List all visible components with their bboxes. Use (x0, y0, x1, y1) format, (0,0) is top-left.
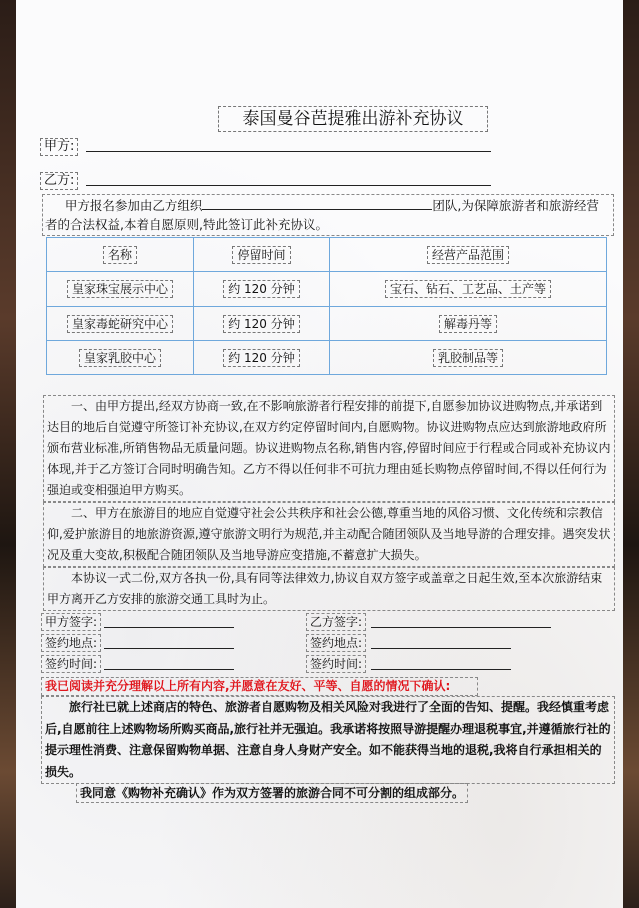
clause-two: 二、甲方在旅游目的地应自觉遵守社会公共秩序和社会公德,尊重当地的风俗习惯、文化传统和宗教信仰,爱护旅游目的地旅游资源,遵守旅游文明行为规范,并主动配合随团领队及当地导游的合理安排。遇突发状况及重大变故,积极配合随团领队及当地导游应变措施,不蓄意扩大损失。 (43, 502, 615, 567)
party-b-line[interactable] (86, 185, 491, 186)
background-right-border (623, 0, 639, 908)
table-cell: 乳胶制品等 (433, 349, 503, 367)
table-header-row (47, 238, 607, 272)
clause-three: 本协议一式二份,双方各执一份,具有同等法律效力,协议自双方签字或盖章之日起生效,至本次旅游结束甲方离开乙方安排的旅游交通工具时为止。 (43, 567, 615, 611)
table-row (47, 272, 607, 306)
party-b-place-label: 签约地点: (306, 634, 366, 652)
party-b-place-line[interactable] (371, 648, 511, 649)
document-title: 泰国曼谷芭提雅出游补充协议 (218, 106, 488, 132)
party-a-line[interactable] (86, 151, 491, 152)
party-b-label: 乙方: (40, 172, 78, 190)
table-row (47, 306, 607, 340)
party-b-sign-label: 乙方签字: (306, 613, 366, 631)
table-row (47, 340, 607, 374)
shopping-disclosure: 旅行社已就上述商店的特色、旅游者自愿购物及相关风险对我进行了全面的告知、提醒。我经慎重考虑后,自愿前往上述购物场所购买商品,旅行社并无强迫。我承诺将按照导游提醒办理退税事宜,并遵循旅行社的提示理性消费、注意保留购物单据、注意自身人身财产安全。如不能获得当地的退税,我将自行承担相关的损失。 (41, 696, 615, 784)
table-header: 停留时间 (232, 246, 290, 264)
agreement-page (16, 0, 623, 908)
party-a-label: 甲方: (40, 138, 78, 156)
intro-part2: 团队,为保障旅游者和旅游经营者的合法权益,本着自愿原则,特此签订此补充协议。 (45, 198, 599, 232)
table-cell: 约 120 分钟 (223, 349, 300, 367)
table-cell: 皇家乳胶中心 (79, 349, 161, 367)
table-header: 经营产品范围 (427, 246, 509, 264)
party-b-time-label: 签约时间: (306, 655, 366, 673)
table-cell: 解毒丹等 (439, 315, 497, 333)
agreement-statement: 我同意《购物补充确认》作为双方签署的旅游合同不可分割的组成部分。 (76, 783, 468, 803)
party-a-place-line[interactable] (104, 648, 234, 649)
intro-part1: 甲方报名参加由乙方组织 (64, 198, 203, 213)
table-cell: 约 120 分钟 (223, 280, 300, 298)
party-a-time-label: 签约时间: (41, 655, 101, 673)
party-b-sign-line[interactable] (371, 627, 551, 628)
table-cell: 宝石、钻石、工艺品、土产等 (385, 280, 551, 298)
red-confirm-notice: 我已阅读并充分理解以上所有内容,并愿意在友好、平等、自愿的情况下确认: (41, 677, 478, 696)
party-a-time-line[interactable] (104, 669, 234, 670)
table-cell: 皇家珠宝展示中心 (67, 280, 173, 298)
background-left-border (0, 0, 16, 908)
table-cell: 皇家毒蛇研究中心 (67, 315, 173, 333)
party-a-sign-label: 甲方签字: (41, 613, 101, 631)
clause-one: 一、由甲方提出,经双方协商一致,在不影响旅游者行程安排的前提下,自愿参加协议进购物点,并承诺到达目的地后自觉遵守所签订补充协议,在双方约定停留时间内,自愿购物。协议进购物点应达到旅游地政府所颁布营业标准,所销售物品无质量问题。协议进购物点名称,销售内容,停留时间应于行程或合同或补充协议内体现,并于乙方签订合同时明确告知。乙方不得以任何非不可抗力理由延长购物点停留时间,不得以任何行为强迫或变相强迫甲方购买。 (43, 395, 615, 502)
intro-paragraph (42, 194, 614, 236)
group-name-blank[interactable] (202, 197, 432, 210)
table-header: 名称 (103, 246, 137, 264)
party-a-sign-line[interactable] (104, 627, 234, 628)
party-b-time-line[interactable] (371, 669, 511, 670)
party-a-place-label: 签约地点: (41, 634, 101, 652)
table-cell: 约 120 分钟 (223, 315, 300, 333)
shopping-table (46, 237, 607, 375)
